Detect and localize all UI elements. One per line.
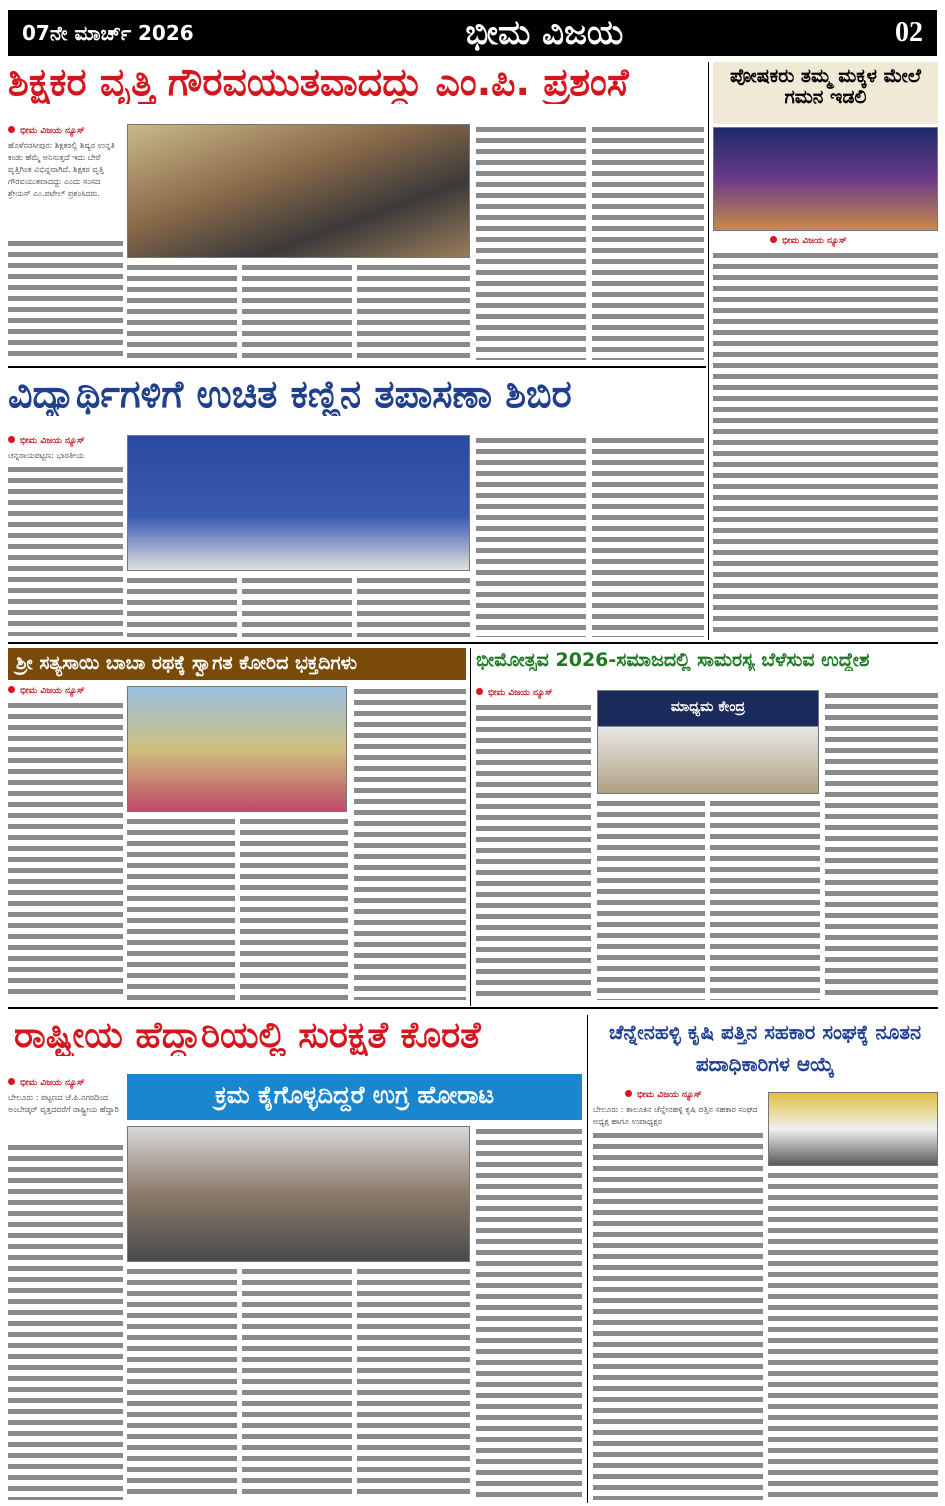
press-meet-photo: [597, 690, 819, 794]
headline-eye-camp: ವಿದ್ಯಾರ್ಥಿಗಳಿಗೆ ಉಚಿತ ಕಣ್ಣಿನ ತಪಾಸಣಾ ಶಿಬಿರ: [8, 374, 572, 416]
article-body-text: [593, 1130, 763, 1500]
headline-parents: ಪೋಷಕರು ತಮ್ಮ ಮಕ್ಕಳ ಮೇಲೆ ಗಮನ ಇಡಲಿ: [713, 62, 938, 124]
divider: [8, 642, 938, 644]
divider: [8, 1007, 938, 1009]
article-lead: ಬೇಲೂರು : ಪಟ್ಟಣದ ಜೆ.ಪಿ.ನಗರದಿಂದ ಅಂಬೇಡ್ಕರ್ ವೃತ್ತದವರೆಗೆ ರಾಷ್ಟ್ರೀಯ ಹೆದ್ದಾರಿ: [8, 1093, 119, 1114]
article-body-text: [242, 575, 352, 637]
article-body-text: [476, 435, 586, 637]
article-body-text: [8, 464, 123, 636]
divider: [587, 1015, 588, 1503]
article-body-text: [127, 262, 237, 360]
byline: ಭೀಮ ವಿಜಯ ನ್ಯೂಸ್: [8, 1078, 85, 1088]
article-body-text: [597, 798, 705, 1000]
byline: ಭೀಮ ವಿಜಯ ನ್ಯೂಸ್: [8, 436, 85, 446]
divider: [708, 62, 709, 640]
article-body-text: [8, 700, 123, 1000]
masthead: [8, 10, 937, 56]
issue-date: 07ನೇ ಮಾರ್ಚ್ 2026: [22, 21, 194, 45]
event-photo: [127, 124, 470, 258]
article-body-text: [127, 816, 235, 1000]
article-body-text: [768, 1170, 938, 1500]
article-lead: ಬೇಲೂರು : ತಾಲೂಕಿನ ಚೆನ್ನೇನಹಳ್ಳಿ ಕೃಷಿ ಪತ್ತಿನ ಸಹಕಾರ ಸಂಘದ ಅಧ್ಯಕ್ಷ ಹಾಗೂ ಉಪಾಧ್ಯಕ್ಷರ: [593, 1105, 758, 1126]
byline: ಭೀಮ ವಿಜಯ ನ್ಯೂಸ್: [770, 236, 847, 246]
article-body-text: [357, 575, 470, 637]
headline-highway-safety: ರಾಷ್ಟ್ರೀಯ ಹೆದ್ದಾರಿಯಲ್ಲಿ ಸುರಕ್ಷತೆ ಕೊರತೆ: [14, 1016, 481, 1056]
article-body-text: [710, 798, 820, 1000]
newspaper-logo: ಭೀಮ ವಿಜಯ: [465, 13, 624, 53]
procession-photo: [127, 686, 347, 812]
article-body-text: [357, 1266, 470, 1500]
headline-teachers: ಶಿಕ್ಷಕರ ವೃತ್ತಿ ಗೌರವಯುತವಾದದ್ದು ಎಂ.ಪಿ. ಪ್ರಶಂಸೆ: [8, 62, 629, 104]
subheadline-protest: ಕ್ರಮ ಕೈಗೊಳ್ಳದಿದ್ದರೆ ಉಗ್ರ ಹೋರಾಟ: [127, 1074, 582, 1120]
page-number: 02: [894, 17, 923, 48]
headline-sai-baba: ಶ್ರೀ ಸತ್ಯಸಾಯಿ ಬಾಬಾ ರಥಕ್ಕೆ ಸ್ವಾಗತ ಕೋರಿದ ಭಕ್ತದಿಗಳು: [8, 648, 466, 680]
headline-cooperative-society: ಚೆನ್ನೇನಹಳ್ಳಿ ಕೃಷಿ ಪತ್ತಿನ ಸಹಕಾರ ಸಂಘಕ್ಕೆ ನೂತನ ಪದಾಧಿಕಾರಿಗಳ ಆಯ್ಕೆ: [608, 1020, 922, 1076]
byline: ಭೀಮ ವಿಜಯ ನ್ಯೂಸ್: [625, 1090, 702, 1100]
article-body-text: [242, 262, 352, 360]
divider: [8, 366, 706, 368]
protesters-photo: [127, 1126, 470, 1262]
article-body-text: [127, 1266, 237, 1500]
photo-caption: ಮಾಧ್ಯಮ ಕೇಂದ್ರ: [670, 699, 746, 715]
article-body-text: [476, 124, 586, 360]
article-lead: ಚನ್ನರಾಯಪಟ್ಟಣ: ಭಾರತೀಯ: [8, 451, 85, 460]
byline: ಭೀಮ ವಿಜಯ ನ್ಯೂಸ್: [8, 686, 85, 696]
headline-bheemotsava: ಭೀಮೋತ್ಸವ 2026-ಸಮಾಜದಲ್ಲಿ ಸಾಮರಸ್ಯ ಬೆಳೆಸುವ ಉದ್ದೇಶ: [476, 650, 870, 671]
article-body-text: [357, 262, 470, 360]
article-body-text: [8, 1142, 123, 1500]
article-body-text: [127, 575, 237, 637]
article-body-text: [592, 124, 704, 360]
article-body-text: [8, 238, 123, 360]
eye-camp-photo: [127, 435, 470, 571]
office-bearers-photo: [768, 1092, 938, 1166]
article-body-text: [242, 1266, 352, 1500]
divider: [470, 648, 471, 1006]
article-body-text: [825, 690, 938, 1000]
byline: ಭೀಮ ವಿಜಯ ನ್ಯೂಸ್: [8, 126, 85, 136]
article-body-text: [476, 1126, 582, 1500]
stage-photo: [713, 127, 938, 231]
byline: ಭೀಮ ವಿಜಯ ನ್ಯೂಸ್: [476, 688, 553, 698]
article-body-text: [354, 686, 466, 1000]
article-lead: ಹೊಳೆನರಸೀಪುರ: ಶಿಕ್ಷಕರಲ್ಲಿ ಶಿಷ್ಯರ ಉನ್ನತಿ ಕಂಡು ಹೆಮ್ಮೆ ಅನಿಸುತ್ತದೆ ಇದು ಬೇರೆ ವೃತ್ತಿಗಿಂತ ವಿಭಿನ್ನವಾಗಿದೆ. ಶಿಕ್ಷಕರ ವೃತ್ತಿ ಗೌರವಯುತವಾದದ್ದು ಎಂದು ಸಂಸದ ಶ್ರೇಯಸ್ ಎಂ.ಪಟೇಲ್ ಪ್ರಶಂಸಿದರು.: [8, 141, 115, 198]
article-body-text: [476, 702, 591, 1000]
article-body-text: [592, 435, 704, 637]
article-body-text: [240, 816, 348, 1000]
article-body-text: [713, 250, 938, 638]
